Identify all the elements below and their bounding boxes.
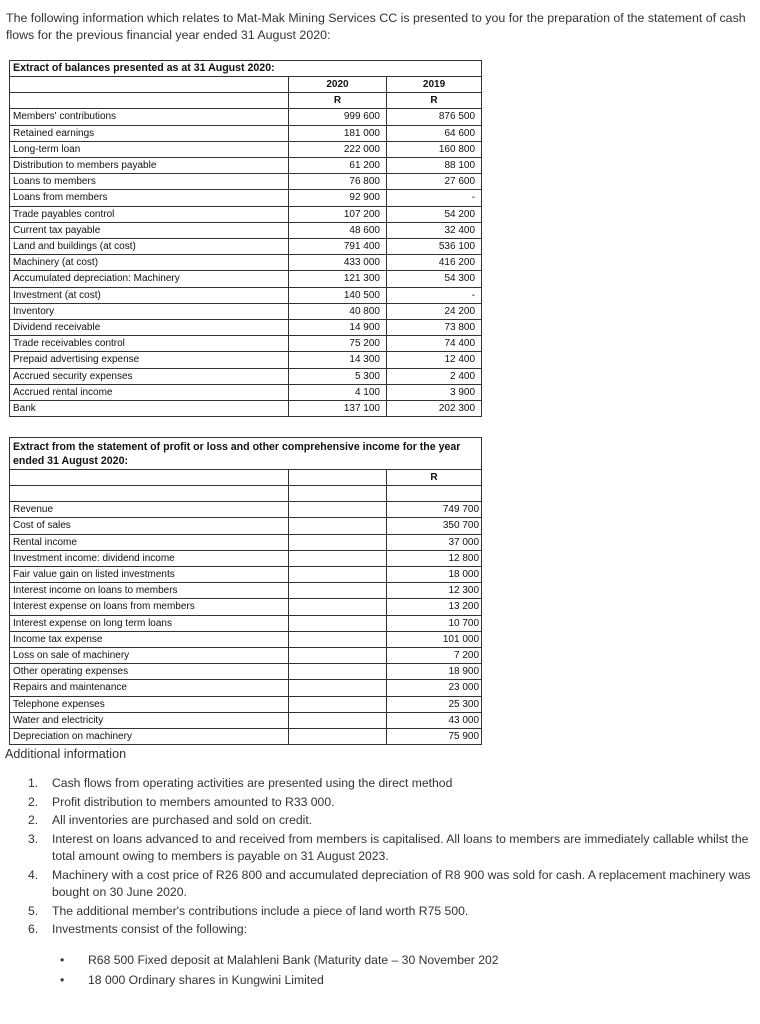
balance-value-2020: 61 200 (289, 158, 387, 174)
note-text: Profit distribution to members amounted to R33 000. (52, 794, 335, 809)
profit-loss-row (10, 631, 482, 647)
pl-empty (289, 518, 387, 534)
pl-empty (289, 631, 387, 647)
balance-label: Current tax payable (10, 222, 289, 238)
pl-empty (289, 712, 387, 728)
pl-value: 75 900 (387, 729, 482, 745)
note-number: 2. (28, 813, 39, 827)
balance-label: Members' contributions (10, 109, 289, 125)
note-text: Cash flows from operating activities are presented using the direct method (52, 776, 453, 790)
pl-value: 18 000 (387, 567, 482, 583)
investments-list (60, 950, 499, 990)
profit-loss-row (10, 502, 482, 518)
balance-row (10, 352, 482, 368)
note-number: 5. (28, 903, 39, 918)
balance-value-2020: 121 300 (289, 271, 387, 287)
balance-row (10, 222, 482, 238)
pl-empty (289, 648, 387, 664)
note-text: Investments consist of the following: (52, 922, 248, 936)
pl-label: Rental income (10, 534, 289, 550)
balance-row (10, 109, 482, 125)
balance-value-2020: 40 800 (289, 303, 387, 319)
balance-value-2019: 876 500 (387, 109, 482, 125)
balance-row (10, 141, 482, 157)
balance-label: Accrued rental income (10, 384, 289, 400)
balance-value-2019: 160 800 (387, 141, 482, 157)
additional-note (24, 921, 754, 939)
additional-info-list (24, 775, 754, 940)
profit-loss-row (10, 518, 482, 534)
balance-value-2020: 137 100 (289, 401, 387, 417)
balance-value-2020: 75 200 (289, 336, 387, 352)
balance-value-2019: 64 600 (387, 125, 482, 141)
pl-label: Fair value gain on listed investments (10, 567, 289, 583)
balance-label: Dividend receivable (10, 320, 289, 336)
balance-value-2019: 416 200 (387, 255, 482, 271)
note-text: All inventories are purchased and sold on credit. (52, 813, 313, 827)
additional-note (24, 867, 754, 902)
balance-value-2020: 14 900 (289, 320, 387, 336)
pl-label: Interest expense on long term loans (10, 615, 289, 631)
pl-value: 10 700 (387, 615, 482, 631)
pl-empty (289, 567, 387, 583)
profit-loss-row (10, 583, 482, 599)
pl-label: Revenue (10, 502, 289, 518)
balance-label: Long-term loan (10, 141, 289, 157)
balance-label: Retained earnings (10, 125, 289, 141)
balances-table (9, 60, 482, 417)
balance-row (10, 206, 482, 222)
profit-loss-row (10, 729, 482, 745)
investment-text: 18 000 Ordinary shares in Kungwini Limited (88, 973, 324, 987)
balance-value-2019: 54 300 (387, 271, 482, 287)
balances-unit-2020: R (289, 93, 387, 109)
balance-row (10, 368, 482, 384)
additional-info-heading: Additional information (5, 747, 127, 761)
profit-loss-row (10, 534, 482, 550)
balance-label: Accrued security expenses (10, 368, 289, 384)
balance-row (10, 271, 482, 287)
profit-loss-row (10, 712, 482, 728)
investment-text: R68 500 Fixed deposit at Malahleni Bank (Maturity date – 30 November 202 (88, 953, 499, 967)
intro-paragraph: The following information which relates to Mat-Mak Mining Services CC is presented to you for the preparation of the statement of cash flows for the previous financial year ended 31 August 2020: (6, 11, 746, 42)
note-number: 6. (28, 922, 39, 936)
balance-label: Trade payables control (10, 206, 289, 222)
balance-value-2020: 76 800 (289, 174, 387, 190)
pl-empty (289, 664, 387, 680)
pl-value: 350 700 (387, 518, 482, 534)
pl-unit: R (387, 470, 482, 486)
pl-blank-row (387, 486, 482, 502)
balance-value-2019: 202 300 (387, 401, 482, 417)
balance-value-2019: 54 200 (387, 206, 482, 222)
pl-empty (289, 583, 387, 599)
pl-empty (289, 550, 387, 566)
balances-title: Extract of balances presented as at 31 August 2020: (10, 61, 482, 77)
pl-value: 43 000 (387, 712, 482, 728)
balances-unit-2019: R (387, 93, 482, 109)
pl-label: Income tax expense (10, 631, 289, 647)
profit-loss-row (10, 664, 482, 680)
profit-loss-title: Extract from the statement of profit or loss and other comprehensive income for the year ended 31 August 2020: (10, 438, 482, 470)
profit-loss-table (9, 437, 482, 745)
balances-unit-blank (10, 93, 289, 109)
additional-note (24, 794, 754, 812)
balance-label: Bank (10, 401, 289, 417)
note-text: Machinery with a cost price of R26 800 and accumulated depreciation of R8 900 was sold for cash. A replacement machinery was bought on 30 June 2020. (52, 867, 751, 899)
balance-label: Distribution to members payable (10, 158, 289, 174)
balance-label: Inventory (10, 303, 289, 319)
additional-note (24, 775, 754, 793)
note-number: 3. (28, 831, 39, 846)
bullet-icon: • (60, 973, 65, 987)
pl-label: Repairs and maintenance (10, 680, 289, 696)
balance-value-2019: - (387, 287, 482, 303)
note-text: The additional member's contributions include a piece of land worth R75 500. (52, 903, 469, 918)
balance-label: Accumulated depreciation: Machinery (10, 271, 289, 287)
balance-row (10, 287, 482, 303)
pl-label: Interest income on loans to members (10, 583, 289, 599)
pl-label: Cost of sales (10, 518, 289, 534)
balance-value-2019: 24 200 (387, 303, 482, 319)
balance-label: Loans from members (10, 190, 289, 206)
balances-header-2019: 2019 (387, 77, 482, 93)
profit-loss-row (10, 550, 482, 566)
pl-label: Depreciation on machinery (10, 729, 289, 745)
investment-item (60, 950, 499, 970)
balance-value-2020: 48 600 (289, 222, 387, 238)
note-number: 2. (28, 794, 39, 809)
balance-label: Trade receivables control (10, 336, 289, 352)
balance-value-2019: 2 400 (387, 368, 482, 384)
balance-label: Land and buildings (at cost) (10, 239, 289, 255)
pl-header-blank (10, 470, 289, 486)
profit-loss-row (10, 599, 482, 615)
investment-item (60, 970, 499, 990)
pl-value: 23 000 (387, 680, 482, 696)
pl-label: Interest expense on loans from members (10, 599, 289, 615)
balance-value-2020: 107 200 (289, 206, 387, 222)
additional-note (24, 831, 754, 866)
note-text: Interest on loans advanced to and received from members is capitalised. All loans to members are immediately callable whilst the total amount owing to members is payable on 31 August 2023. (52, 831, 749, 863)
pl-empty (289, 599, 387, 615)
balance-value-2020: 4 100 (289, 384, 387, 400)
balance-value-2019: 73 800 (387, 320, 482, 336)
balances-header-2020: 2020 (289, 77, 387, 93)
pl-value: 18 900 (387, 664, 482, 680)
bullet-icon: • (60, 953, 65, 967)
profit-loss-row (10, 648, 482, 664)
balance-value-2020: 92 900 (289, 190, 387, 206)
balance-value-2020: 222 000 (289, 141, 387, 157)
balance-value-2019: 536 100 (387, 239, 482, 255)
balance-row (10, 125, 482, 141)
balance-row (10, 239, 482, 255)
additional-note (24, 903, 754, 921)
balance-row (10, 384, 482, 400)
balance-value-2019: 88 100 (387, 158, 482, 174)
pl-value: 7 200 (387, 648, 482, 664)
balance-row (10, 320, 482, 336)
balance-row (10, 158, 482, 174)
balance-row (10, 336, 482, 352)
pl-label: Loss on sale of machinery (10, 648, 289, 664)
balance-label: Investment (at cost) (10, 287, 289, 303)
balance-row (10, 401, 482, 417)
balance-row (10, 303, 482, 319)
pl-value: 101 000 (387, 631, 482, 647)
profit-loss-row (10, 680, 482, 696)
balance-value-2020: 791 400 (289, 239, 387, 255)
balance-value-2019: 27 600 (387, 174, 482, 190)
pl-header-blank-2 (289, 470, 387, 486)
balance-value-2020: 5 300 (289, 368, 387, 384)
balance-value-2020: 140 500 (289, 287, 387, 303)
pl-empty (289, 502, 387, 518)
balance-label: Prepaid advertising expense (10, 352, 289, 368)
balance-value-2020: 181 000 (289, 125, 387, 141)
balance-value-2019: 12 400 (387, 352, 482, 368)
pl-label: Investment income: dividend income (10, 550, 289, 566)
pl-empty (289, 680, 387, 696)
pl-label: Water and electricity (10, 712, 289, 728)
additional-note (24, 812, 754, 830)
profit-loss-row (10, 696, 482, 712)
pl-value: 13 200 (387, 599, 482, 615)
pl-blank-row (289, 486, 387, 502)
pl-value: 12 800 (387, 550, 482, 566)
balance-value-2019: 74 400 (387, 336, 482, 352)
pl-label: Telephone expenses (10, 696, 289, 712)
balance-row (10, 174, 482, 190)
pl-value: 37 000 (387, 534, 482, 550)
balance-row (10, 190, 482, 206)
pl-empty (289, 696, 387, 712)
note-number: 4. (28, 867, 39, 882)
balance-value-2020: 433 000 (289, 255, 387, 271)
balance-value-2020: 999 600 (289, 109, 387, 125)
pl-label: Other operating expenses (10, 664, 289, 680)
pl-empty (289, 534, 387, 550)
balance-label: Loans to members (10, 174, 289, 190)
pl-empty (289, 615, 387, 631)
pl-blank-row (10, 486, 289, 502)
profit-loss-row (10, 615, 482, 631)
balance-row (10, 255, 482, 271)
balance-value-2020: 14 300 (289, 352, 387, 368)
note-number: 1. (28, 776, 39, 790)
balance-value-2019: 32 400 (387, 222, 482, 238)
pl-value: 12 300 (387, 583, 482, 599)
profit-loss-row (10, 567, 482, 583)
pl-value: 749 700 (387, 502, 482, 518)
balance-value-2019: 3 900 (387, 384, 482, 400)
pl-empty (289, 729, 387, 745)
pl-value: 25 300 (387, 696, 482, 712)
balance-value-2019: - (387, 190, 482, 206)
balances-header-blank (10, 77, 289, 93)
balance-label: Machinery (at cost) (10, 255, 289, 271)
